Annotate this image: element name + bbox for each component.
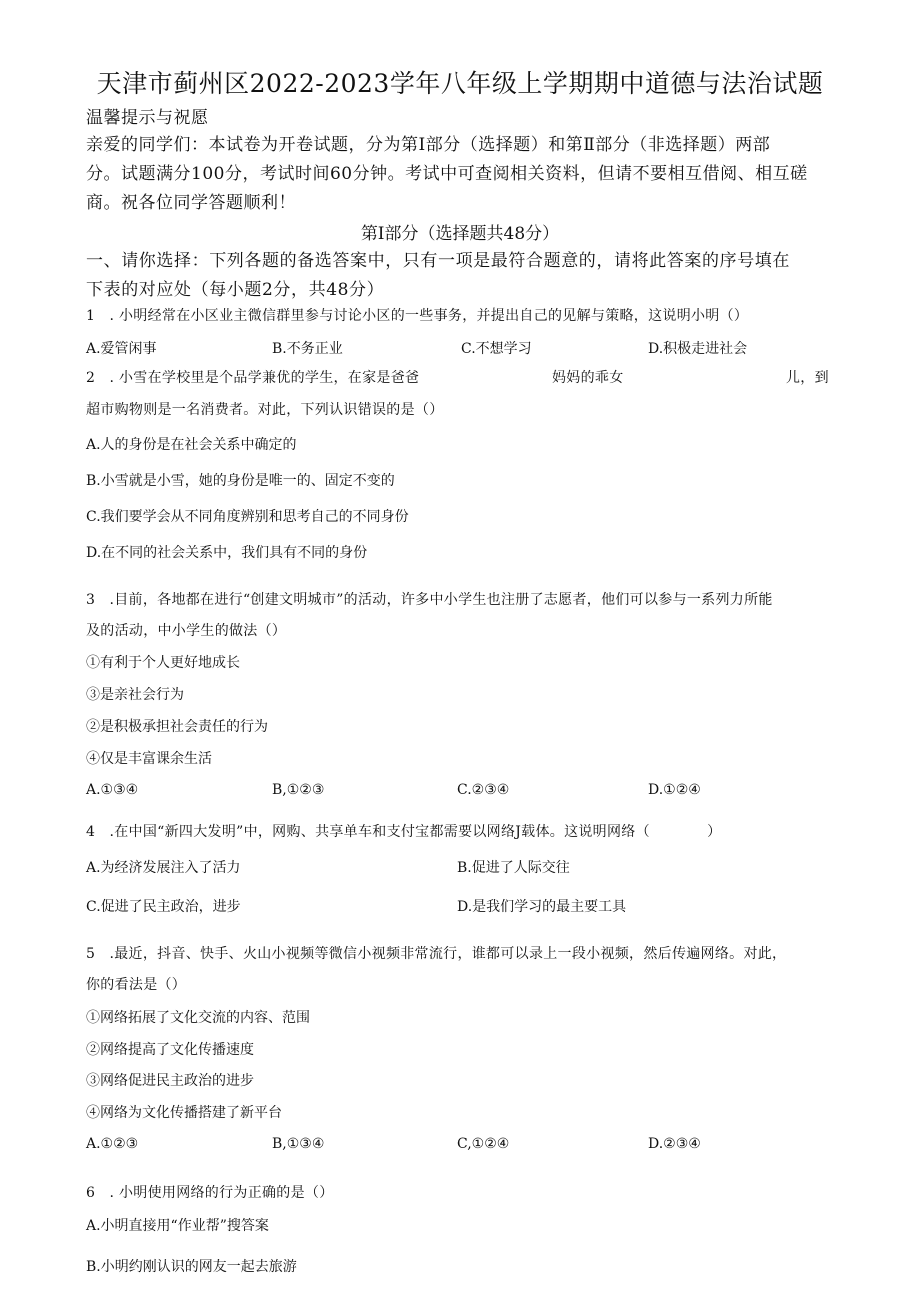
option-b: B.小明约刚认识的网友一起去旅游	[86, 1259, 297, 1275]
option-b: B.促进了人际交往	[457, 860, 570, 876]
question-stem-fragment: 儿，到	[786, 370, 829, 386]
statement-item: ①网络拓展了文化交流的内容、范围	[86, 1010, 310, 1026]
question-stem: 1 . 小明经常在小区业主微信群里参与讨论小区的一些事务，并提出自己的见解与策略，这说明小明（）	[86, 308, 749, 324]
option-a: A.爱管闲事	[86, 341, 157, 357]
question-stem: 2 . 小雪在学校里是个品学兼优的学生，在家是爸爸	[86, 370, 420, 386]
option-c: C.不想学习	[461, 341, 532, 357]
option-a: A.①②③	[86, 1136, 139, 1152]
option-b: B.小雪就是小雪，她的身份是唯一的、固定不变的	[86, 473, 395, 489]
instruction-line-1: 一、请你选择：下列各题的备选答案中，只有一项是最符合题意的，请将此答案的序号填在	[86, 251, 790, 271]
question-stem-fragment: 妈妈的乖女	[552, 370, 624, 386]
statement-item: ②是积极承担社会责任的行为	[86, 719, 268, 735]
statement-item: ③网络促进民主政治的进步	[86, 1073, 254, 1089]
statement-item: ①有利于个人更好地成长	[86, 655, 240, 671]
statement-item: ③是亲社会行为	[86, 687, 184, 703]
intro-text-line-2: 分。试题满分100分，考试时间60分钟。考试中可查阅相关资料，但请不要相互借阅、相互磋	[86, 164, 808, 184]
option-a: A.人的身份是在社会关系中确定的	[86, 437, 297, 453]
option-c: C,①②④	[457, 1136, 510, 1152]
instruction-line-2: 下表的对应处（每小题2分，共48分）	[86, 280, 385, 300]
option-d: D.在不同的社会关系中，我们具有不同的身份	[86, 545, 368, 561]
option-a: A.①③④	[86, 782, 139, 798]
option-a: A.为经济发展注入了活力	[86, 860, 241, 876]
statement-item: ④仅是丰富课余生活	[86, 751, 212, 767]
question-stem: 5 .最近，抖音、快手、火山小视频等微信小视频非常流行，谁都可以录上一段小视频，然后传遍网络。对此，	[86, 946, 787, 962]
option-b: B.不务正业	[272, 341, 343, 357]
question-stem: 4 .在中国“新四大发明”中，网购、共享单车和支付宝都需要以网络J载体。这说明网络（ ）	[86, 824, 722, 840]
option-d: D.②③④	[648, 1136, 701, 1152]
option-d: D.积极走进社会	[648, 341, 748, 357]
question-stem-continued: 超市购物则是一名消费者。对此，下列认识错误的是（）	[86, 402, 444, 418]
section-heading: 第Ⅰ部分（选择题共48分）	[360, 224, 560, 244]
question-stem: 6 . 小明使用网络的行为正确的是（）	[86, 1185, 334, 1201]
option-a: A.小明直接用“作业帮”搜答案	[86, 1218, 269, 1234]
option-d: D.是我们学习的最主要工具	[457, 899, 627, 915]
intro-heading: 温馨提示与祝愿	[86, 108, 209, 128]
option-c: C.我们要学会从不同角度辨别和思考自己的不同身份	[86, 509, 409, 525]
statement-item: ④网络为文化传播搭建了新平台	[86, 1105, 282, 1121]
intro-text-line-3: 商。祝各位同学答题顺利！	[86, 193, 296, 213]
option-c: C.促进了民主政治，进步	[86, 899, 241, 915]
option-b: B,①②③	[272, 782, 325, 798]
option-c: C.②③④	[457, 782, 510, 798]
question-stem-continued: 及的活动，中小学生的做法（）	[86, 623, 287, 639]
page-title: 天津市蓟州区2022-2023学年八年级上学期期中道德与法治试题	[96, 69, 824, 98]
intro-text-line-1: 亲爱的同学们：本试卷为开卷试题，分为第Ⅰ部分（选择题）和第Ⅱ部分（非选择题）两部	[86, 135, 771, 155]
option-d: D.①②④	[648, 782, 701, 798]
statement-item: ②网络提高了文化传播速度	[86, 1042, 254, 1058]
question-stem: 3 .目前，各地都在进行“创建文明城市”的活动，许多中小学生也注册了志愿者，他们可以参与一系列力所能	[86, 592, 773, 608]
option-b: B,①③④	[272, 1136, 325, 1152]
question-stem-continued: 你的看法是（）	[86, 977, 187, 993]
